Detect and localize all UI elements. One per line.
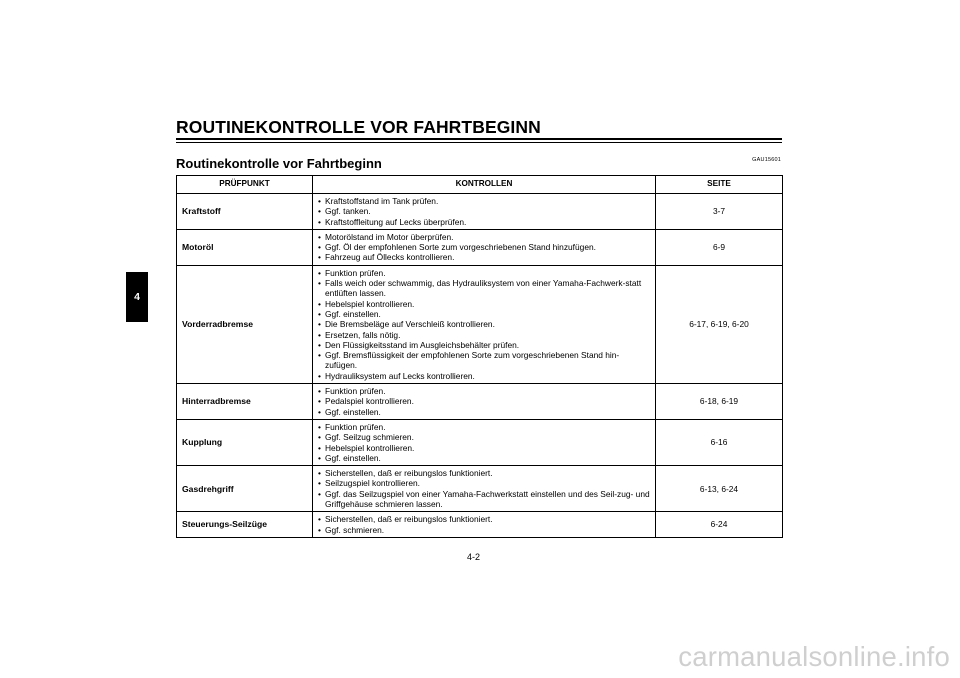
check-list — [318, 196, 650, 227]
check-list — [318, 468, 650, 509]
check-step: • Ggf. Bremsflüssigkeit der empfohlenen Sorte zum vorgeschriebenen Stand hin-zufügen. — [318, 350, 650, 371]
column-header-item: PRÜFPUNKT — [177, 176, 313, 194]
table-row — [177, 384, 783, 420]
page-reference: 6-18, 6-19 — [656, 384, 783, 420]
check-step: • Hebelspiel kontrollieren. — [318, 299, 650, 309]
check-step: • Ggf. Öl der empfohlenen Sorte zum vorgeschriebenen Stand hinzufügen. — [318, 242, 650, 252]
table-row — [177, 265, 783, 383]
page-reference: 6-13, 6-24 — [656, 466, 783, 512]
check-list-cell — [313, 229, 656, 265]
check-item: Steuerungs-Seilzüge — [177, 512, 313, 538]
check-step: • Seilzugspiel kontrollieren. — [318, 478, 650, 488]
check-step: • Den Flüssigkeitsstand im Ausgleichsbehälter prüfen. — [318, 340, 650, 350]
check-step: • Ggf. einstellen. — [318, 309, 650, 319]
check-step: • Ggf. einstellen. — [318, 407, 650, 417]
check-list — [318, 422, 650, 463]
check-item: Vorderradbremse — [177, 265, 313, 383]
check-list-cell — [313, 512, 656, 538]
page-reference: 3-7 — [656, 194, 783, 230]
page-reference: 6-17, 6-19, 6-20 — [656, 265, 783, 383]
check-item: Kupplung — [177, 419, 313, 465]
check-step: • Ggf. einstellen. — [318, 453, 650, 463]
check-step: • Hydrauliksystem auf Lecks kontrollieren. — [318, 371, 650, 381]
watermark: carmanualsonline.info — [678, 641, 950, 672]
check-list — [318, 386, 650, 417]
check-item: Hinterradbremse — [177, 384, 313, 420]
column-header-page: SEITE — [656, 176, 783, 194]
check-list — [318, 232, 650, 263]
check-step: • Ggf. Seilzug schmieren. — [318, 432, 650, 442]
check-step: • Die Bremsbeläge auf Verschleiß kontrollieren. — [318, 319, 650, 329]
check-step: • Falls weich oder schwammig, das Hydrauliksystem von einer Yamaha-Fachwerk-statt entlüften lassen. — [318, 278, 650, 299]
check-step: • Funktion prüfen. — [318, 386, 650, 396]
table-row — [177, 229, 783, 265]
page-reference: 6-24 — [656, 512, 783, 538]
chapter-tab: 4 — [126, 272, 148, 322]
doc-code: GAU15601 — [752, 157, 781, 163]
check-step: • Motorölstand im Motor überprüfen. — [318, 232, 650, 242]
check-item: Motoröl — [177, 229, 313, 265]
check-list-cell — [313, 194, 656, 230]
check-step: • Ggf. tanken. — [318, 206, 650, 216]
page-number: 4-2 — [467, 552, 481, 562]
check-step: • Sicherstellen, daß er reibungslos funktioniert. — [318, 514, 650, 524]
title-rule-thin — [176, 142, 782, 143]
table-header-row — [177, 176, 783, 194]
column-header-checks: KONTROLLEN — [313, 176, 656, 194]
check-list-cell — [313, 419, 656, 465]
page-reference: 6-9 — [656, 229, 783, 265]
check-step: • Ggf. schmieren. — [318, 525, 650, 535]
check-item: Kraftstoff — [177, 194, 313, 230]
page-reference: 6-16 — [656, 419, 783, 465]
check-list — [318, 514, 650, 535]
check-step: • Ersetzen, falls nötig. — [318, 330, 650, 340]
table-row — [177, 194, 783, 230]
title-rule — [176, 138, 782, 140]
table-row — [177, 419, 783, 465]
check-list-cell — [313, 384, 656, 420]
table-row — [177, 466, 783, 512]
check-step: • Kraftstoffleitung auf Lecks überprüfen. — [318, 217, 650, 227]
check-step: • Ggf. das Seilzugspiel von einer Yamaha-Fachwerkstatt einstellen und des Seil-zug- und Griffgehäuse schmieren lassen. — [318, 489, 650, 510]
check-step: • Funktion prüfen. — [318, 268, 650, 278]
check-step: • Hebelspiel kontrollieren. — [318, 443, 650, 453]
check-step: • Pedalspiel kontrollieren. — [318, 396, 650, 406]
table-row — [177, 512, 783, 538]
check-step: • Kraftstoffstand im Tank prüfen. — [318, 196, 650, 206]
chapter-title: ROUTINEKONTROLLE VOR FAHRTBEGINN — [176, 117, 541, 137]
check-item: Gasdrehgriff — [177, 466, 313, 512]
check-step: • Sicherstellen, daß er reibungslos funktioniert. — [318, 468, 650, 478]
check-list-cell — [313, 466, 656, 512]
check-step: • Funktion prüfen. — [318, 422, 650, 432]
check-list — [318, 268, 650, 381]
check-list-cell — [313, 265, 656, 383]
checklist-table — [176, 175, 783, 538]
section-title: Routinekontrolle vor Fahrtbeginn — [176, 156, 382, 171]
check-step: • Fahrzeug auf Öllecks kontrollieren. — [318, 252, 650, 262]
